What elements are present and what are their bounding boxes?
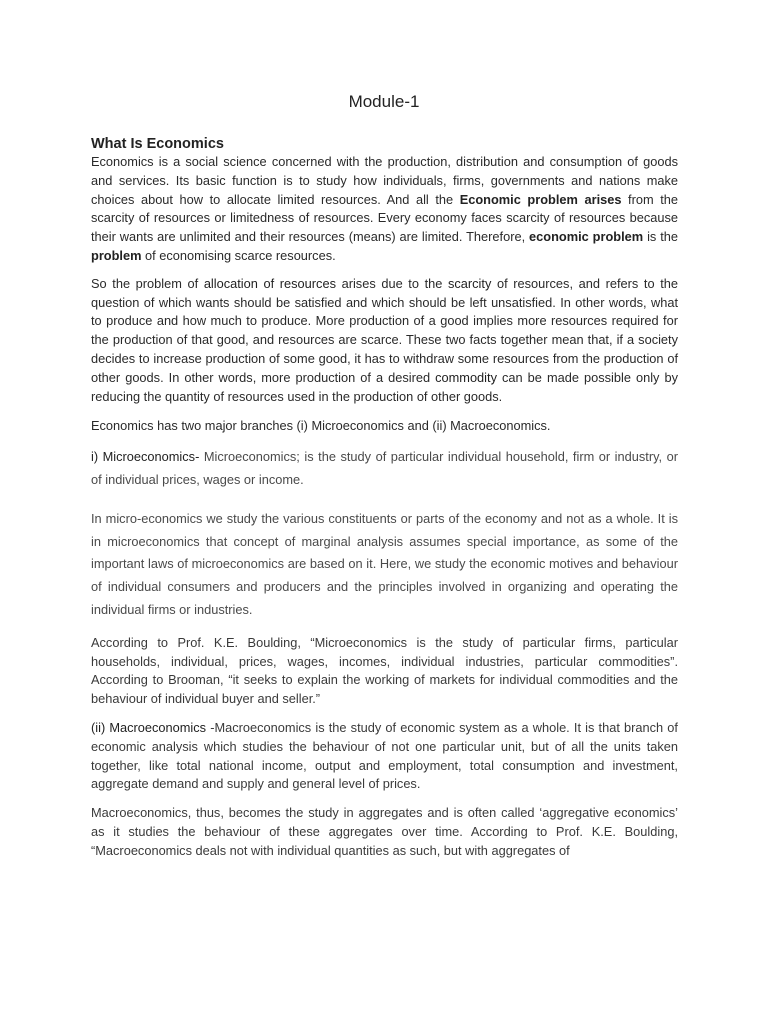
paragraph-microeconomics — [91, 446, 678, 492]
paragraph-macroeconomics — [91, 719, 678, 794]
p1-bold-economic-problem-arises: Economic problem arises — [459, 191, 622, 207]
paragraph-branches: Economics has two major branches (i) Microeconomics and (ii) Macroeconomics. — [91, 418, 551, 434]
paragraph-definition — [91, 153, 678, 266]
p1-bold-economic-problem: economic problem — [529, 229, 644, 245]
paragraph-allocation — [91, 275, 678, 407]
p1-bold-problem: problem — [91, 247, 142, 263]
section-heading: What Is Economics — [91, 136, 224, 152]
micro-label: i) Microeconomics- — [91, 449, 200, 465]
p2-text-d: can be made possible only by reducing the quantity of resources used in the production of other goods. — [91, 369, 678, 404]
paragraph-macro-aggregates: Macroeconomics, thus, becomes the study in aggregates and is often called ‘aggregative economics’ as it studies the behaviour of these aggregates over time. According to Prof. K.E. Boulding, “Macroeconomics deals not with individual quantities as such, but with aggregates of — [91, 805, 678, 858]
document-body — [91, 135, 678, 861]
p2-text-b: arises due to the — [335, 275, 448, 291]
macro-text: -Macroeconomics is the study of economic system as a whole. It is that branch of economic analysis which studies the behaviour of not one particular unit, but of all the units taken together, like total national income, output and employment, total consumption and investment, aggregate demand and supply and general level of prices. — [91, 719, 678, 792]
macro-label: (ii) Macroeconomics — [91, 719, 207, 735]
micro-text: Microeconomics; is the study of particular individual household, firm or industry, or of individual prices, wages or income. — [91, 449, 678, 487]
p1-text-a: Economics is a social science concerned with the production, distribution and consumption of goods and services. Its basic function is to study how individuals, firms, governments and nations make choices about how to allocate limited resources. And all the — [91, 154, 678, 207]
p2-term-commodity: commodity — [435, 369, 497, 385]
p1-text-e: of economising scarce resources. — [141, 247, 336, 263]
page-title: Module-1 — [348, 92, 420, 111]
p2-term-scarcity: scarcity — [447, 275, 492, 291]
p1-text-d: is the — [643, 229, 678, 245]
paragraph-boulding-quote: According to Prof. K.E. Boulding, “Microeconomics is the study of particular firms, particular households, individual, prices, wages, incomes, individual industries, particular commodities”. According to Brooman, “it seeks to explain the working of markets for individual commodities and the behaviour of individual buyer and seller.” — [91, 634, 678, 707]
p1-text-c: from the scarcity of resources or limitedness of resources. Every economy faces scarcity of resources because their wants are unlimited and their resources (means) are limited. Therefore, — [91, 191, 678, 245]
p2-text-c: of resources, and refers to the question of which wants should be satisfied and which should be left unsatisfied. In other words, what to produce and how much to produce. More production of a good implies more resources required for the production of that good, and resources are scarce. These two facts together mean that, if a society decides to increase production of some good, it has to withdraw some resources from the production of other goods. In other words, more production of a desired — [91, 275, 678, 385]
p2-text-a: So the problem of — [91, 275, 204, 291]
p2-term-allocation: allocation of resources — [203, 275, 336, 291]
paragraph-micro-detail: In micro-economics we study the various constituents or parts of the economy and not as a whole. It is in microeconomics that concept of marginal analysis assumes special importance, as some of the important laws of microeconomics are based on it. Here, we study the economic motives and behaviour of individual consumers and producers and the principles involved in organizing and operating the individual firms or industries. — [91, 510, 678, 617]
